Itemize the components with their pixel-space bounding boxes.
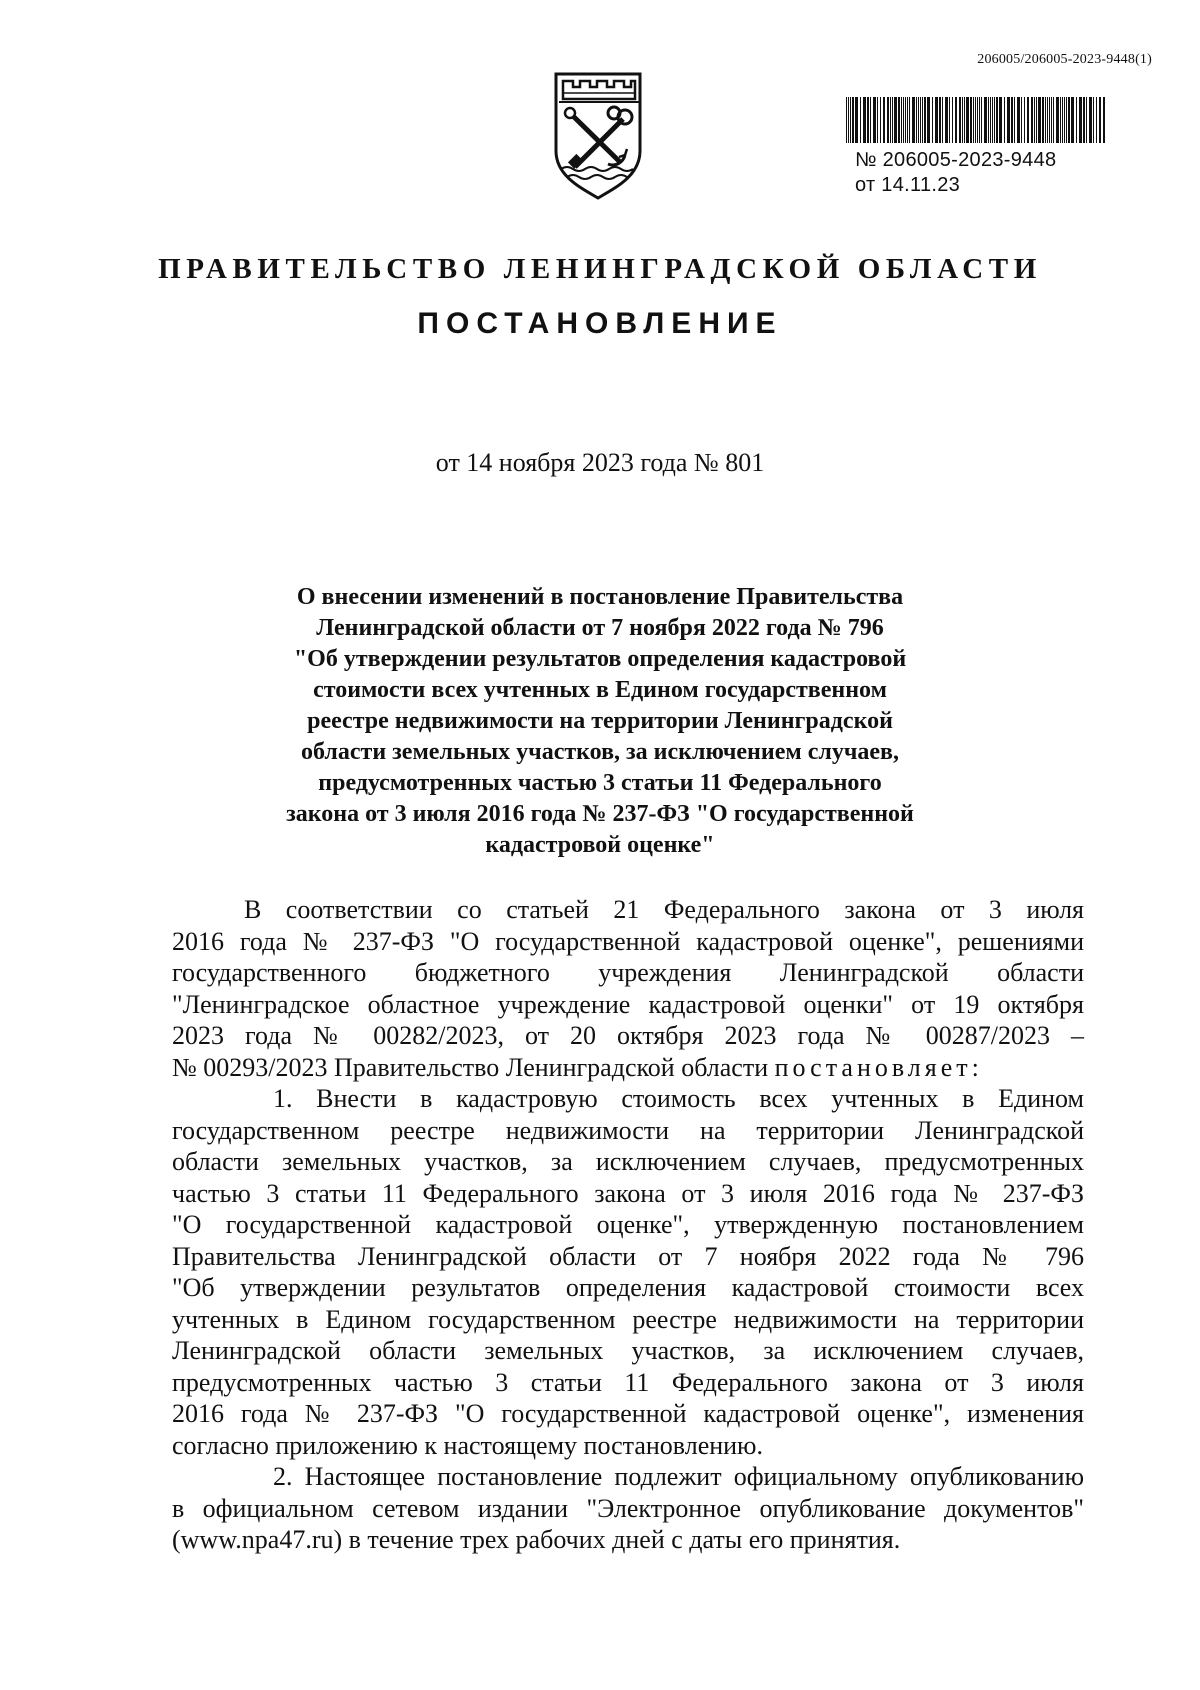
government-title: ПРАВИТЕЛЬСТВО ЛЕНИНГРАДСКОЙ ОБЛАСТИ — [158, 253, 1042, 285]
preamble-line: "Ленинградское областное учреждение кадастровой оценки" от 19 октября — [172, 989, 1084, 1019]
subject-line: Ленинградской области от 7 ноября 2022 года № 796 — [316, 615, 884, 641]
preamble-line-text: № 00293/2023 Правительство Ленинградской области — [172, 1052, 769, 1082]
coat-of-arms-icon — [553, 71, 643, 201]
paragraph-1-line: согласно приложению к настоящему постановлению. — [172, 1430, 763, 1460]
subject-line: стоимости всех учтенных в Едином государственном — [313, 677, 887, 703]
subject-line: О внесении изменений в постановление Правительства — [296, 584, 904, 610]
paragraph-1-line: государственном реестре недвижимости на территории Ленинградской — [172, 1115, 1084, 1145]
subject-line: реестре недвижимости на территории Ленинградской — [307, 708, 893, 734]
subject-line: кадастровой оценке" — [485, 832, 715, 858]
registration-block — [845, 97, 1110, 197]
paragraph-1-line: Ленинградской области земельных участков, за исключением случаев, — [172, 1336, 1084, 1365]
paragraph-2-line: в официальном сетевом издании "Электронное опубликование документов" — [172, 1493, 1084, 1523]
paragraph-1-line: предусмотренных частью 3 статьи 11 Федерального закона от 3 июля — [172, 1367, 1084, 1397]
preamble-line: 2016 года № 237-ФЗ "О государственной кадастровой оценке", решениями — [172, 926, 1084, 956]
paragraph-1-line: 2016 года № 237-ФЗ "О государственной кадастровой оценке", изменения — [172, 1399, 1084, 1428]
subject-line: области земельных участков, за исключением случаев, — [301, 739, 899, 765]
document-id: 206005/206005-2023-9448(1) — [977, 52, 1152, 67]
resolves-word: постановляет: — [774, 1052, 983, 1082]
barcode-icon — [845, 97, 1108, 143]
paragraph-1-line: Правительства Ленинградской области от 7 ноября 2022 года № 796 — [172, 1241, 1084, 1271]
document-date-number: от 14 ноября 2023 года № 801 — [435, 448, 765, 477]
registration-number: № 206005-2023-9448 — [855, 149, 1057, 171]
paragraph-2-line: 2. Настоящее постановление подлежит официальному опубликованию — [273, 1462, 1084, 1491]
preamble-line: 2023 года № 00282/2023, от 20 октября 2023 года № 00287/2023 – — [172, 1021, 1084, 1050]
paragraph-1-line: "О государственной кадастровой оценке", утвержденную постановлением — [172, 1210, 1084, 1239]
subject-line: предусмотренных частью 3 статьи 11 Федерального — [318, 770, 882, 796]
paragraph-1-line: 1. Внести в кадастровую стоимость всех учтенных в Едином — [273, 1084, 1084, 1113]
paragraph-1-line: частью 3 статьи 11 Федерального закона от 3 июля 2016 года № 237-ФЗ — [172, 1178, 1084, 1208]
preamble-line: В соответствии со статьей 21 Федерального закона от 3 июля — [244, 895, 1084, 924]
preamble-line: государственного бюджетного учреждения Ленинградской области — [172, 958, 1084, 987]
paragraph-1-line: "Об утверждении результатов определения кадастровой стоимости всех — [172, 1273, 1084, 1302]
subject-line: закона от 3 июля 2016 года № 237-ФЗ "О государственной — [286, 801, 914, 827]
preamble-last-line — [172, 1052, 1084, 1084]
paragraph-1-line: учтенных в Едином государственном реестре недвижимости на территории — [172, 1304, 1084, 1334]
paragraph-1-line: области земельных участков, за исключением случаев, предусмотренных — [172, 1147, 1084, 1176]
paragraph-2-line: (www.npa47.ru) в течение трех рабочих дней с даты его принятия. — [172, 1525, 901, 1554]
registration-date: от 14.11.23 — [855, 174, 961, 196]
document-type: ПОСТАНОВЛЕНИЕ — [417, 307, 783, 340]
subject-line: "Об утверждении результатов определения кадастровой — [293, 646, 907, 672]
document-subject — [200, 582, 1000, 861]
document-body — [172, 894, 1084, 1556]
